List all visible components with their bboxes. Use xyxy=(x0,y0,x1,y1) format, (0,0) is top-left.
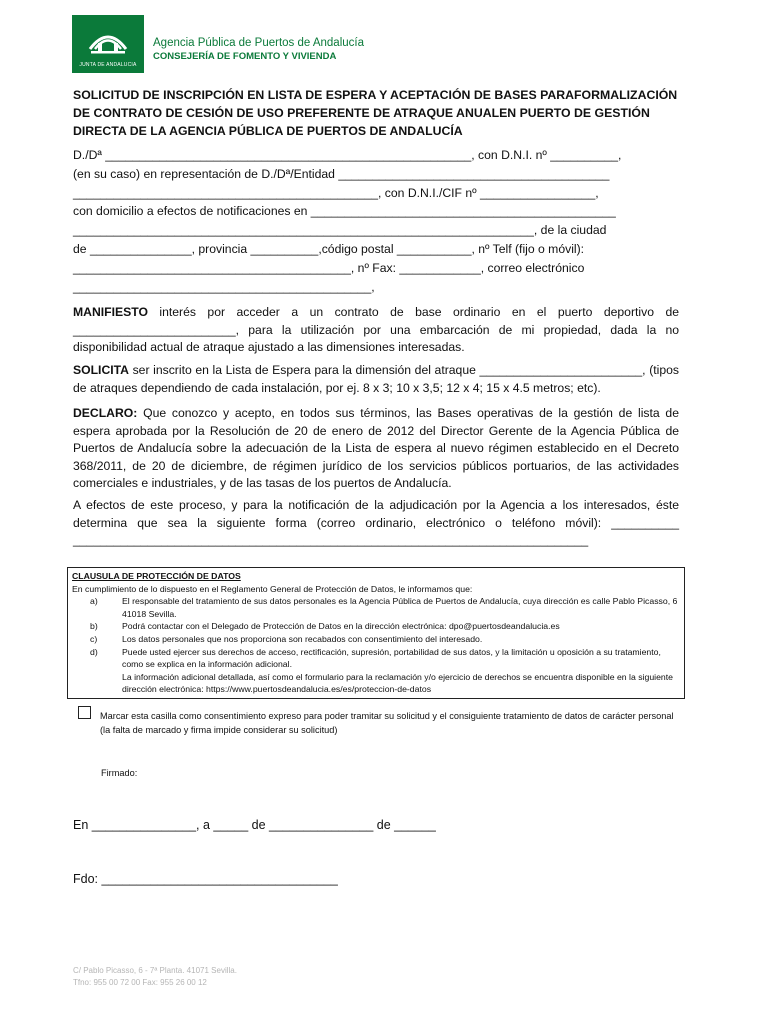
form-line-name[interactable]: D./Dª ______________________________________________________, con D.N.I. nº __________, xyxy=(73,148,622,162)
declaro-paragraph xyxy=(73,405,679,493)
privacy-title: CLAUSULA DE PROTECCIÓN DE DATOS xyxy=(72,571,241,581)
privacy-item-key: c) xyxy=(90,633,98,644)
form-line-province[interactable]: de _______________, provincia __________,código postal ___________, nº Telf (fijo o móvil): xyxy=(73,241,585,256)
privacy-item-text: Podrá contactar con el Delegado de Protección de Datos en la dirección electrónica: dpo@puertosdeandalucia.es xyxy=(122,621,560,632)
signed-label: Firmado: xyxy=(101,768,138,778)
privacy-item-text: Los datos personales que nos proporciona son recabados con consentimiento del interesado. xyxy=(122,633,483,644)
notification-paragraph: A efectos de este proceso, y para la notificación de la adjudicación por la Agencia a los interesados, éste determina que sea la siguiente forma (correo ordinario, electrónico o teléfono móvil): __________ ____________________________________________________________________________ xyxy=(73,498,679,547)
form-line-city[interactable]: ____________________________________________________________________, de la ciudad xyxy=(73,223,607,238)
footer-phone: Tfno: 955 00 72 00 Fax: 955 26 00 12 xyxy=(73,978,207,987)
applicant-form xyxy=(73,146,679,296)
place-date-line[interactable]: En _______________, a _____ de _______________ de ______ xyxy=(73,818,436,832)
form-line-fax-email[interactable]: _________________________________________, nº Fax: ____________, correo electrónico xyxy=(73,260,585,275)
privacy-item xyxy=(72,595,680,620)
logo-caption: JUNTA DE ANDALUCIA xyxy=(79,62,137,68)
manifiesto-text: interés por acceder a un contrato de base ordinario en el puerto deportivo de ________________________, para la utilización por una embarcación de mi propiedad, dada la no disponibilidad actual de atraque ajustado a las dimensiones interesadas. xyxy=(73,305,679,354)
declaro-keyword: DECLARO: xyxy=(73,406,138,420)
manifiesto-paragraph xyxy=(73,304,679,357)
junta-logo xyxy=(72,15,144,73)
privacy-item-key: a) xyxy=(90,596,98,607)
privacy-clause xyxy=(67,567,685,699)
privacy-item-text: Puede usted ejercer sus derechos de acceso, rectificación, supresión, portabilidad de sus datos, y la limitación u oposición a su tratamiento, como se explica en la información adicional. xyxy=(122,646,661,670)
form-line-address[interactable]: con domicilio a efectos de notificaciones en _____________________________________________ xyxy=(73,204,616,219)
privacy-item xyxy=(72,620,680,633)
privacy-additional-info: La información adicional detallada, así como el formulario para la reclamación y/o ejercicio de derechos se encuentra disponible en la siguiente dirección electrónica: https://www.puertosdeandalucia.es/es/proteccion-de-datos xyxy=(122,671,674,695)
solicita-paragraph xyxy=(73,362,679,397)
privacy-item-key: b) xyxy=(90,621,98,632)
consent-checkbox[interactable] xyxy=(78,706,91,719)
form-line-entity-id[interactable]: _____________________________________________, con D.N.I./CIF nº _________________, xyxy=(73,185,599,200)
privacy-intro: En cumplimiento de lo dispuesto en el Reglamento General de Protección de Datos, le informamos que: xyxy=(72,583,473,594)
footer xyxy=(73,965,237,989)
manifiesto-keyword: MANIFIESTO xyxy=(73,305,148,319)
privacy-item xyxy=(72,646,680,671)
consent-label: Marcar esta casilla como consentimiento expreso para poder tramitar su solicitud y el consiguiente tratamiento de datos de carácter personal (la falta de marcado y firma impide considerar su solicitud) xyxy=(100,711,674,735)
org-subtitle: CONSEJERÍA DE FOMENTO Y VIVIENDA xyxy=(153,51,337,62)
privacy-item-key: d) xyxy=(90,646,98,657)
document-title: SOLICITUD DE INSCRIPCIÓN EN LISTA DE ESPERA Y ACEPTACIÓN DE BASES PARAFORMALIZACIÓN DE CONTRATO DE CESIÓN DE USO PREFERENTE DE ATRAQUE ANUALEN PUERTO DE GESTIÓN DIRECTA DE LA AGENCIA PÚBLICA DE PUERTOS DE ANDALUCÍA xyxy=(73,88,678,138)
org-name: Agencia Pública de Puertos de Andalucía xyxy=(153,37,364,49)
footer-address: C/ Pablo Picasso, 6 - 7ª Planta. 41071 Sevilla. xyxy=(73,966,237,975)
form-line-email[interactable]: ____________________________________________, xyxy=(73,279,375,294)
junta-emblem-icon xyxy=(86,23,130,57)
signature-line[interactable]: Fdo: __________________________________ xyxy=(73,872,338,886)
privacy-item-text: El responsable del tratamiento de sus datos personales es la Agencia Pública de Puertos de Andalucía, cuya dirección es calle Pablo Picasso, 6 41018 Sevilla. xyxy=(122,596,678,619)
solicita-keyword: SOLICITA xyxy=(73,363,129,377)
privacy-item xyxy=(72,633,680,646)
declaro-text: Que conozco y acepto, en todos sus términos, las Bases operativas de la gestión de lista de espera aprobada por la Resolución de 20 de enero de 2012 del Director Gerente de la Agencia Pública de Puertos de Andalucía sobre la adecuación de la Lista de espera al nuevo régimen establecido en el Decreto 368/2011, de 20 de diciembre, de régimen jurídico de los servicios públicos portuarios, de las actividades comerciales e industriales, y de las tasas de los puertos de Andalucía. xyxy=(73,406,679,490)
solicita-text: ser inscrito en la Lista de Espera para la dimensión del atraque ________________________, (tipos de atraques dependiendo de cada instalación, por ej. 8 x 3; 10 x 3,5; 12 x 4; 15 x 4.5 metros; etc). xyxy=(73,363,679,395)
form-line-representation[interactable]: (en su caso) en representación de D./Dª/Entidad ________________________________________ xyxy=(73,166,610,181)
